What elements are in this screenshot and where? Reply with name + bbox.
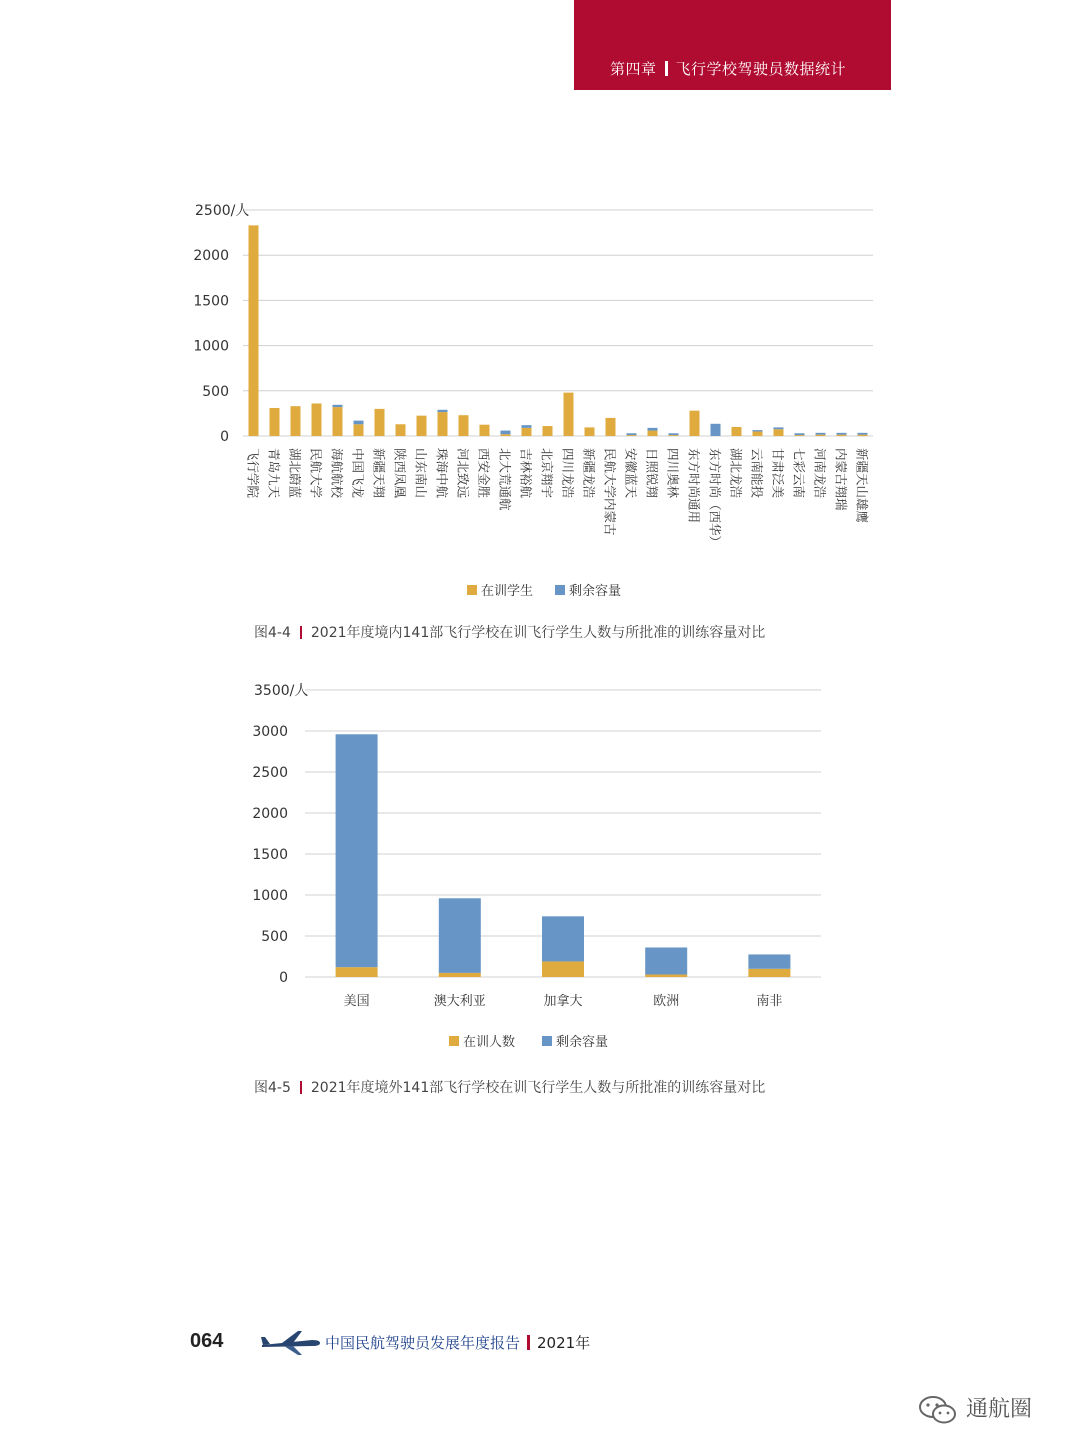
legend-label: 在训学生	[481, 584, 534, 599]
x-tick-label: 四川奥林	[665, 448, 681, 499]
x-tick-label: 山东南山	[413, 448, 429, 499]
watermark-text: 通航圈	[966, 1397, 1033, 1422]
x-tick-label: 海航航校	[329, 448, 345, 499]
footer-separator	[527, 1335, 530, 1350]
bar-remaining-capacity	[439, 898, 481, 973]
x-tick-label: 飞行学院	[245, 448, 261, 499]
y-tick-label: 2500	[252, 765, 288, 781]
bar-in-training	[439, 973, 481, 977]
bar-in-training	[312, 403, 322, 436]
y-tick-label: 1500	[193, 293, 229, 310]
x-tick-label: 东方时尚（西华）	[707, 448, 723, 549]
bar-in-training	[858, 435, 868, 436]
y-tick-label: 2000	[193, 248, 229, 265]
bar-in-training	[542, 961, 584, 977]
bar-in-training	[669, 435, 679, 436]
bar-remaining-capacity	[795, 433, 805, 435]
bar-in-training	[249, 225, 259, 436]
bar-remaining-capacity	[542, 916, 584, 961]
x-tick-label: 珠海中航	[434, 448, 450, 499]
bar-in-training	[732, 427, 742, 436]
x-tick-label: 美国	[343, 994, 370, 1009]
bar-remaining-capacity	[333, 405, 343, 407]
x-tick-label: 湖北蔚蓝	[287, 448, 303, 499]
bar-remaining-capacity	[858, 433, 868, 435]
x-tick-label: 河北致远	[455, 448, 471, 499]
bar-in-training	[333, 407, 343, 436]
caption-separator	[300, 626, 302, 639]
bar-remaining-capacity	[753, 430, 763, 431]
bar-in-training	[753, 431, 763, 436]
chapter-number: 第四章	[610, 60, 657, 78]
x-tick-label: 西安金胜	[476, 448, 492, 499]
legend-swatch	[467, 585, 477, 595]
report-year: 2021年	[537, 1334, 591, 1352]
bar-remaining-capacity	[648, 428, 658, 431]
bar-remaining-capacity	[645, 947, 687, 974]
x-tick-label: 日照锐翔	[644, 448, 660, 499]
bar-in-training	[522, 428, 532, 436]
x-tick-label: 云南能投	[749, 448, 765, 499]
bar-in-training	[627, 435, 637, 436]
bar-in-training	[438, 412, 448, 436]
caption-label: 图4-5	[254, 1080, 291, 1096]
x-tick-label: 湖北龙浩	[728, 448, 744, 499]
report-title: 中国民航驾驶员发展年度报告	[325, 1334, 521, 1352]
bar-remaining-capacity	[522, 425, 532, 428]
bar-remaining-capacity	[501, 431, 511, 435]
x-tick-label: 南非	[756, 994, 783, 1009]
x-tick-label: 甘肃泛美	[770, 448, 786, 499]
y-tick-label: 1000	[252, 888, 288, 904]
bar-in-training	[645, 975, 687, 977]
bar-in-training	[336, 967, 378, 977]
bar-remaining-capacity	[711, 424, 721, 436]
bar-remaining-capacity	[669, 433, 679, 435]
bar-in-training	[459, 415, 469, 436]
caption-separator	[300, 1081, 302, 1094]
caption-label: 图4-4	[254, 625, 291, 641]
bar-in-training	[417, 416, 427, 436]
y-tick-label: 1000	[193, 338, 229, 355]
x-tick-label: 内蒙古翔瑞	[833, 448, 849, 511]
x-tick-label: 民航大学	[308, 448, 324, 499]
figure-4-5-caption	[254, 1077, 765, 1097]
chapter-title: 飞行学校驾驶员数据统计	[675, 60, 847, 78]
x-tick-label: 北大荒通航	[497, 448, 513, 511]
x-tick-label: 加拿大	[543, 994, 583, 1009]
bar-in-training	[585, 427, 595, 436]
airplane-icon	[260, 1328, 322, 1356]
bar-remaining-capacity	[627, 433, 637, 435]
domestic-schools-chart	[0, 195, 1080, 615]
bar-in-training	[606, 418, 616, 436]
y-tick-label: 2000	[252, 806, 288, 822]
page-number: 064	[190, 1330, 224, 1352]
legend-swatch	[555, 585, 565, 595]
x-tick-label: 澳大利亚	[433, 994, 486, 1009]
x-tick-label: 东方时尚通用	[686, 448, 702, 524]
caption-text: 2021年度境内141部飞行学校在训飞行学生人数与所批准的训练容量对比	[310, 625, 766, 641]
y-tick-label: 500	[202, 383, 229, 400]
bar-in-training	[795, 435, 805, 436]
bar-in-training	[564, 393, 574, 436]
bar-in-training	[543, 426, 553, 436]
chapter-header	[574, 0, 891, 90]
bar-in-training	[648, 431, 658, 436]
legend-label: 剩余容量	[569, 584, 622, 599]
y-axis-label: 3500/人	[254, 683, 309, 699]
bar-remaining-capacity	[837, 433, 847, 435]
wechat-icon	[918, 1395, 958, 1425]
x-tick-label: 北京翔宇	[539, 448, 555, 499]
overseas-schools-chart	[0, 675, 1080, 1060]
x-tick-label: 四川龙浩	[560, 448, 576, 499]
figure-4-4-caption	[254, 622, 765, 642]
x-tick-label: 陕西凤凰	[392, 448, 408, 499]
bar-in-training	[690, 411, 700, 436]
y-tick-label: 1500	[252, 847, 288, 863]
y-tick-label: 3000	[252, 724, 288, 740]
x-tick-label: 青岛九天	[266, 448, 282, 499]
bar-in-training	[375, 409, 385, 436]
legend-label: 在训人数	[463, 1035, 516, 1050]
report-title-line	[325, 1332, 590, 1353]
y-tick-label: 500	[261, 929, 288, 945]
bar-in-training	[774, 429, 784, 436]
legend-swatch	[542, 1036, 552, 1046]
caption-text: 2021年度境外141部飞行学校在训飞行学生人数与所批准的训练容量对比	[310, 1080, 766, 1096]
bar-in-training	[291, 406, 301, 436]
bar-in-training	[501, 434, 511, 436]
y-tick-label: 0	[279, 970, 288, 986]
bar-in-training	[816, 435, 826, 436]
x-tick-label: 欧洲	[653, 994, 680, 1009]
x-tick-label: 吉林裕航	[518, 448, 534, 499]
bar-remaining-capacity	[354, 421, 364, 425]
x-tick-label: 新疆龙浩	[581, 448, 597, 499]
bar-remaining-capacity	[336, 734, 378, 967]
x-tick-label: 新疆天翔	[371, 448, 387, 499]
bar-in-training	[837, 435, 847, 436]
legend-swatch	[449, 1036, 459, 1046]
chapter-heading	[610, 58, 846, 79]
x-tick-label: 安徽蓝天	[623, 448, 639, 499]
bar-in-training	[396, 424, 406, 436]
header-separator	[665, 61, 668, 76]
y-tick-label: 0	[220, 429, 229, 445]
bar-remaining-capacity	[748, 954, 790, 968]
bar-in-training	[480, 425, 490, 436]
bar-remaining-capacity	[438, 410, 448, 412]
x-tick-label: 河南龙浩	[812, 448, 828, 499]
bar-remaining-capacity	[774, 427, 784, 429]
x-tick-label: 中国飞龙	[350, 448, 366, 499]
x-tick-label: 民航大学内蒙古	[602, 448, 618, 536]
bar-in-training	[270, 408, 280, 436]
x-tick-label: 新疆天山雄鹰	[854, 448, 870, 524]
bar-remaining-capacity	[816, 433, 826, 435]
bar-in-training	[354, 424, 364, 436]
bar-in-training	[748, 969, 790, 977]
legend-label: 剩余容量	[556, 1035, 609, 1050]
y-axis-label: 2500/人	[195, 203, 250, 219]
x-tick-label: 七彩云南	[791, 448, 807, 499]
